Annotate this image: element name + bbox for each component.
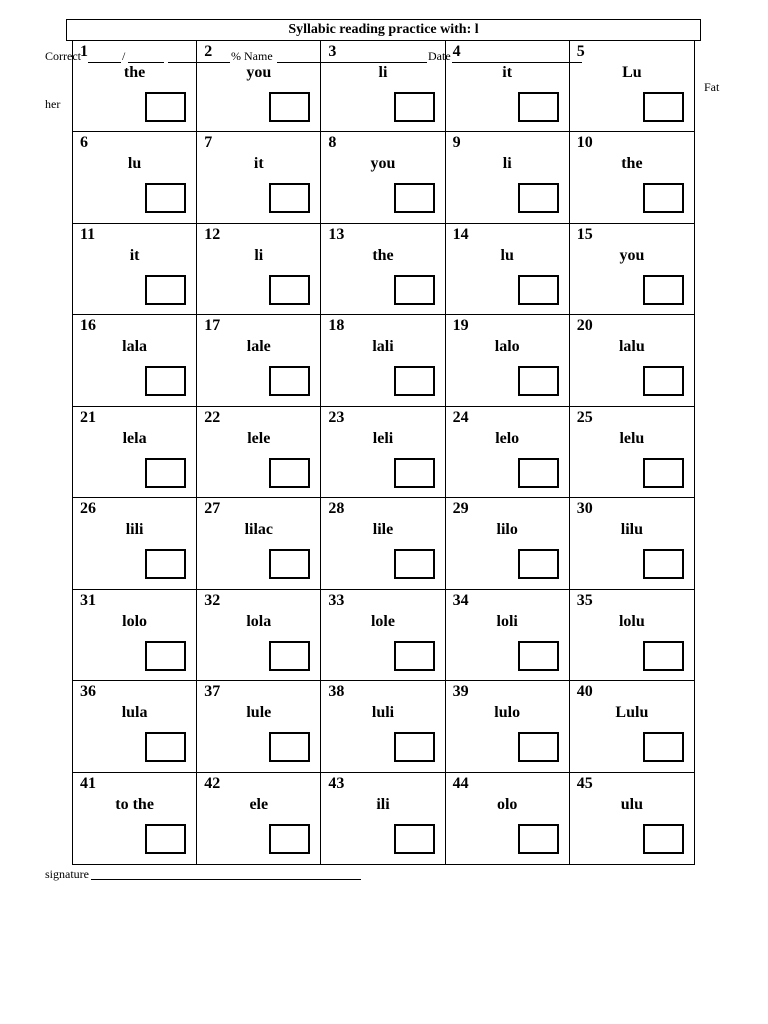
cell-word: lale [246, 338, 271, 356]
cell-word: ili [376, 795, 390, 813]
answer-checkbox[interactable] [643, 549, 684, 579]
cell-number: 3 [328, 43, 337, 60]
word-cell [570, 498, 694, 589]
cell-word: lilac [244, 521, 273, 539]
word-cell [73, 773, 197, 864]
slash-separator: / [122, 49, 126, 63]
cell-number: 17 [204, 317, 221, 335]
word-cell [570, 224, 694, 315]
answer-checkbox[interactable] [145, 732, 186, 762]
answer-checkbox[interactable] [518, 183, 559, 213]
cell-word: ele [249, 795, 269, 813]
word-cell [197, 773, 321, 864]
answer-checkbox[interactable] [518, 275, 559, 305]
cell-number: 19 [452, 317, 469, 335]
word-cell [570, 590, 694, 681]
word-cell [321, 315, 445, 406]
cell-word: to the [115, 795, 154, 813]
answer-checkbox[interactable] [269, 275, 310, 305]
cell-word: ulu [620, 795, 644, 813]
cell-number: 44 [452, 774, 469, 792]
cell-word: lali [372, 338, 394, 356]
cell-word: luli [371, 704, 395, 722]
cell-word: lalo [494, 338, 520, 356]
cell-word: lole [370, 612, 395, 630]
word-cell [197, 132, 321, 223]
answer-checkbox[interactable] [643, 732, 684, 762]
word-cell [197, 498, 321, 589]
cell-number: 26 [80, 500, 96, 518]
cell-number: 30 [576, 500, 593, 518]
answer-checkbox[interactable] [643, 824, 684, 854]
answer-checkbox[interactable] [269, 549, 310, 579]
cell-word: lelu [619, 429, 645, 447]
cell-number: 24 [452, 408, 469, 426]
word-cell [570, 407, 694, 498]
cell-word: lolu [618, 612, 645, 630]
word-cell [570, 315, 694, 406]
cell-number: 25 [576, 408, 593, 426]
answer-checkbox[interactable] [643, 183, 684, 213]
answer-checkbox[interactable] [518, 458, 559, 488]
answer-checkbox[interactable] [643, 92, 684, 122]
cell-word: the [123, 64, 146, 81]
cell-number: 32 [204, 591, 221, 609]
cell-word: lulo [494, 704, 521, 722]
cell-word: you [246, 64, 272, 81]
answer-checkbox[interactable] [643, 641, 684, 671]
cell-number: 12 [204, 225, 221, 243]
cell-number: 16 [80, 317, 96, 335]
cell-number: 7 [204, 134, 213, 152]
cell-number: 10 [576, 134, 593, 152]
answer-checkbox[interactable] [269, 824, 310, 854]
answer-checkbox[interactable] [518, 549, 559, 579]
word-cell [321, 407, 445, 498]
cell-number: 38 [328, 683, 345, 701]
cell-word: it [129, 246, 140, 264]
answer-checkbox[interactable] [643, 458, 684, 488]
signature-line[interactable] [91, 879, 361, 880]
answer-checkbox[interactable] [643, 366, 684, 396]
cell-number: 39 [452, 683, 469, 701]
cell-number: 1 [80, 43, 88, 60]
syllable-grid [72, 40, 695, 865]
word-cell [446, 590, 570, 681]
word-cell [446, 773, 570, 864]
word-cell [321, 681, 445, 772]
answer-checkbox[interactable] [394, 549, 435, 579]
cell-number: 8 [328, 134, 337, 152]
word-cell [321, 224, 445, 315]
cell-word: you [619, 246, 645, 264]
answer-checkbox[interactable] [518, 366, 559, 396]
cell-number: 34 [452, 591, 469, 609]
cell-word: loli [496, 612, 518, 630]
cell-word: lela [122, 429, 147, 447]
word-cell [73, 132, 197, 223]
answer-checkbox[interactable] [518, 732, 559, 762]
cell-number: 35 [576, 591, 593, 609]
cell-word: lelo [495, 429, 520, 447]
cell-number: 22 [204, 408, 221, 426]
answer-checkbox[interactable] [394, 275, 435, 305]
answer-checkbox[interactable] [394, 366, 435, 396]
answer-checkbox[interactable] [269, 641, 310, 671]
word-cell [570, 681, 694, 772]
cell-number: 20 [576, 317, 593, 335]
cell-word: lu [500, 246, 514, 264]
cell-number: 36 [80, 683, 96, 701]
word-cell [73, 224, 197, 315]
answer-checkbox[interactable] [394, 732, 435, 762]
word-cell [570, 41, 694, 132]
answer-checkbox[interactable] [518, 641, 559, 671]
cell-number: 27 [204, 500, 221, 518]
cell-word: lula [121, 704, 148, 722]
answer-checkbox[interactable] [394, 824, 435, 854]
answer-checkbox[interactable] [145, 458, 186, 488]
word-cell [197, 407, 321, 498]
cell-word: the [372, 246, 394, 264]
cell-word: you [370, 155, 396, 173]
answer-checkbox[interactable] [394, 92, 435, 122]
word-cell [197, 681, 321, 772]
cell-number: 15 [576, 225, 593, 243]
answer-checkbox[interactable] [518, 824, 559, 854]
cell-word: it [253, 155, 264, 173]
word-cell [446, 407, 570, 498]
answer-checkbox[interactable] [145, 824, 186, 854]
correct-label: Correct [45, 49, 81, 63]
cell-word: lu [127, 155, 142, 173]
cell-word: lile [372, 521, 394, 539]
father-label-part2: her [45, 97, 61, 111]
cell-number: 21 [80, 408, 96, 426]
cell-number: 43 [328, 774, 345, 792]
word-cell [570, 132, 694, 223]
cell-number: 11 [80, 225, 96, 243]
cell-number: 5 [576, 43, 585, 60]
cell-word: lili [125, 521, 144, 539]
word-cell [197, 41, 321, 132]
answer-checkbox[interactable] [145, 92, 186, 122]
cell-number: 9 [452, 134, 461, 152]
cell-number: 41 [80, 774, 96, 792]
cell-number: 40 [576, 683, 593, 701]
word-cell [446, 132, 570, 223]
answer-checkbox[interactable] [518, 92, 559, 122]
cell-word: lule [246, 704, 272, 722]
answer-checkbox[interactable] [269, 92, 310, 122]
cell-number: 45 [576, 774, 593, 792]
father-label-part1: Fat [704, 80, 720, 94]
cell-word: Lulu [615, 704, 649, 722]
cell-number: 37 [204, 683, 221, 701]
cell-word: the [621, 155, 643, 173]
worksheet-title: Syllabic reading practice with: l [66, 19, 701, 41]
word-cell [321, 498, 445, 589]
word-cell [73, 407, 197, 498]
word-cell [73, 41, 197, 132]
answer-checkbox[interactable] [394, 183, 435, 213]
signature-label: signature [45, 867, 89, 881]
word-cell [197, 590, 321, 681]
cell-number: 28 [328, 500, 345, 518]
answer-checkbox[interactable] [269, 183, 310, 213]
word-cell [321, 132, 445, 223]
word-cell [446, 498, 570, 589]
answer-checkbox[interactable] [394, 458, 435, 488]
answer-checkbox[interactable] [145, 183, 186, 213]
word-cell [197, 224, 321, 315]
date-label: Date [428, 49, 451, 63]
cell-word: li [254, 246, 264, 264]
cell-number: 42 [204, 774, 221, 792]
word-cell [197, 315, 321, 406]
percent-name-label: % Name [231, 49, 273, 63]
cell-word: lele [247, 429, 271, 447]
answer-checkbox[interactable] [145, 549, 186, 579]
word-cell [73, 498, 197, 589]
cell-number: 33 [328, 591, 345, 609]
cell-number: 18 [328, 317, 345, 335]
cell-number: 29 [452, 500, 469, 518]
cell-word: lalu [618, 338, 645, 356]
answer-checkbox[interactable] [145, 275, 186, 305]
word-cell [321, 41, 445, 132]
cell-word: lala [122, 338, 148, 356]
cell-word: li [378, 64, 388, 81]
cell-number: 23 [328, 408, 345, 426]
cell-number: 13 [328, 225, 345, 243]
word-cell [321, 590, 445, 681]
cell-word: lilo [496, 521, 518, 539]
cell-number: 4 [452, 43, 461, 60]
answer-checkbox[interactable] [269, 366, 310, 396]
word-cell [73, 681, 197, 772]
answer-checkbox[interactable] [394, 641, 435, 671]
answer-checkbox[interactable] [269, 458, 310, 488]
cell-number: 31 [80, 591, 96, 609]
answer-checkbox[interactable] [269, 732, 310, 762]
word-cell [446, 224, 570, 315]
word-cell [73, 315, 197, 406]
cell-word: olo [496, 795, 518, 813]
answer-checkbox[interactable] [145, 641, 186, 671]
cell-word: lola [246, 612, 272, 630]
cell-word: leli [372, 429, 394, 447]
word-cell [321, 773, 445, 864]
cell-word: li [502, 155, 512, 173]
answer-checkbox[interactable] [643, 275, 684, 305]
word-cell [446, 315, 570, 406]
cell-number: 6 [80, 134, 88, 152]
cell-word: lilu [620, 521, 643, 539]
word-cell [446, 681, 570, 772]
word-cell [73, 590, 197, 681]
word-cell [570, 773, 694, 864]
word-cell [446, 41, 570, 132]
cell-number: 2 [204, 43, 213, 60]
cell-number: 14 [452, 225, 469, 243]
cell-word: lolo [122, 612, 148, 630]
cell-word: it [502, 64, 513, 81]
answer-checkbox[interactable] [145, 366, 186, 396]
cell-word: Lu [622, 64, 642, 81]
